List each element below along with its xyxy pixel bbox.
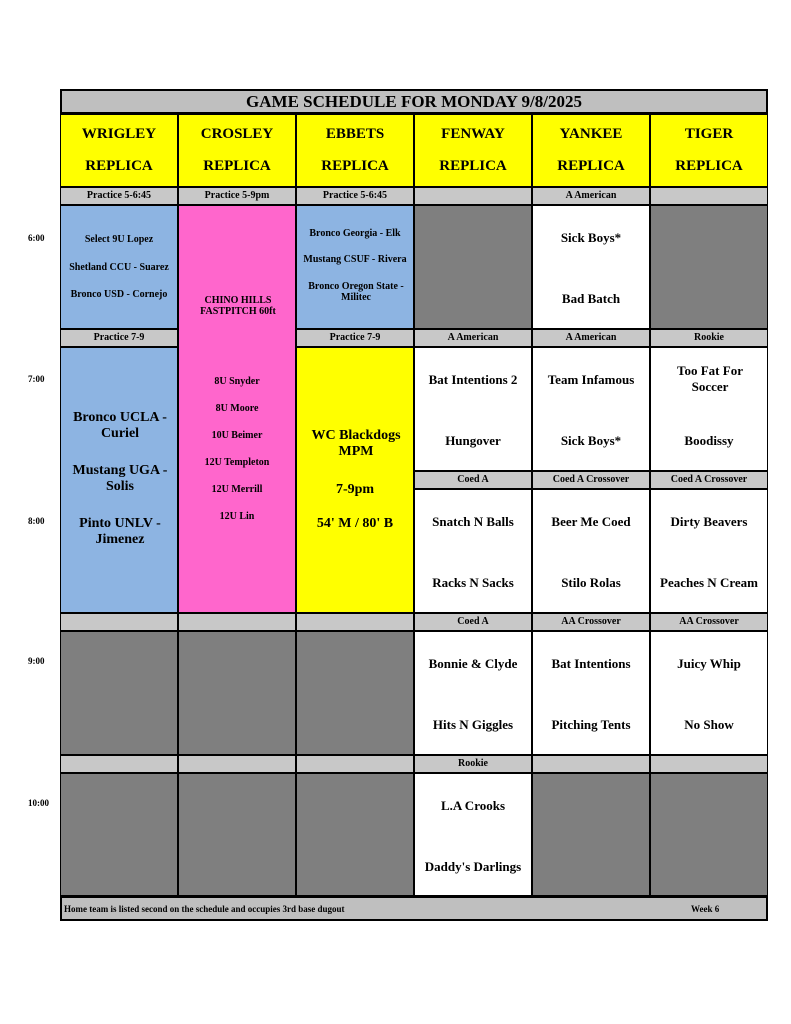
empty-slot xyxy=(178,631,296,755)
time-label: 9:00 xyxy=(28,656,45,666)
slot-label xyxy=(296,613,414,631)
home-team: Racks N Sacks xyxy=(432,575,514,590)
away-team: Bat Intentions 2 xyxy=(428,372,518,387)
field-header-ebbets xyxy=(296,114,414,187)
empty-slot xyxy=(60,631,178,755)
home-team: Pitching Tents xyxy=(551,717,631,732)
home-team: Hungover xyxy=(445,433,501,448)
home-team: No Show xyxy=(684,717,734,732)
away-team: Dirty Beavers xyxy=(670,514,748,529)
slot-label: A American xyxy=(532,329,650,347)
away-team: L.A Crooks xyxy=(440,798,506,813)
practice-team: 12U Templeton xyxy=(204,457,270,468)
practice-team: 8U Snyder xyxy=(214,376,260,387)
practice-team: 10U Beimer xyxy=(211,430,263,441)
empty-slot xyxy=(296,631,414,755)
schedule-title: GAME SCHEDULE FOR MONDAY 9/8/2025 xyxy=(60,89,768,114)
home-team: Hits N Giggles xyxy=(432,717,514,732)
away-team: Too Fat For Soccer xyxy=(677,363,743,394)
game-slot xyxy=(414,489,532,613)
game-slot xyxy=(414,631,532,755)
slot-label: AA Crossover xyxy=(650,613,768,631)
slot-label: Coed A xyxy=(414,471,532,489)
game-slot xyxy=(532,489,650,613)
time-label: 8:00 xyxy=(28,516,45,526)
field-sub: REPLICA xyxy=(85,157,153,174)
empty-slot xyxy=(296,773,414,896)
practice-org: CHINO HILLS FASTPITCH 60ft xyxy=(200,295,276,317)
away-team: Bat Intentions xyxy=(551,656,631,671)
practice-team: Shetland CCU - Suarez xyxy=(69,262,169,273)
game-slot xyxy=(532,205,650,329)
game-slot xyxy=(650,347,768,471)
slot-label: Practice 5-6:45 xyxy=(60,187,178,205)
slot-label: Practice 5-9pm xyxy=(178,187,296,205)
practice-team: Bronco Oregon State - Militec xyxy=(308,281,404,303)
practice-team: Bronco UCLA - Curiel xyxy=(73,410,167,441)
field-name: CROSLEY xyxy=(200,126,274,143)
away-team: Bonnie & Clyde xyxy=(428,656,518,671)
slot-label xyxy=(60,755,178,773)
slot-label: A American xyxy=(532,187,650,205)
game-slot xyxy=(532,631,650,755)
slot-label xyxy=(178,613,296,631)
field-name: EBBETS xyxy=(325,126,385,143)
practice-team: Select 9U Lopez xyxy=(84,234,154,245)
practice-time: 7-9pm xyxy=(335,482,375,497)
slot-label: Coed A xyxy=(414,613,532,631)
slot-label xyxy=(296,755,414,773)
empty-slot xyxy=(414,205,532,329)
home-team: Stilo Rolas xyxy=(561,575,621,590)
away-team: Snatch N Balls xyxy=(432,514,514,529)
slot-label: Coed A Crossover xyxy=(532,471,650,489)
practice-block-wrigley-2 xyxy=(60,347,178,613)
game-slot xyxy=(414,773,532,896)
time-label: 7:00 xyxy=(28,374,45,384)
slot-label: Rookie xyxy=(414,755,532,773)
practice-team: Bronco USD - Cornejo xyxy=(70,289,168,300)
empty-slot xyxy=(178,773,296,896)
slot-label: Coed A Crossover xyxy=(650,471,768,489)
field-header-tiger xyxy=(650,114,768,187)
practice-block-ebbets-2 xyxy=(296,347,414,613)
practice-team: 12U Lin xyxy=(219,511,255,522)
practice-team: 8U Moore xyxy=(215,403,259,414)
game-slot xyxy=(414,347,532,471)
practice-team: 12U Merrill xyxy=(211,484,263,495)
empty-slot xyxy=(650,205,768,329)
game-slot xyxy=(532,347,650,471)
schedule-footer xyxy=(60,896,768,921)
slot-label: Rookie xyxy=(650,329,768,347)
slot-label xyxy=(650,755,768,773)
slot-label xyxy=(414,187,532,205)
field-name: TIGER xyxy=(684,126,734,143)
practice-block-ebbets-1 xyxy=(296,205,414,329)
practice-team: Bronco Georgia - Elk xyxy=(309,228,401,239)
away-team: Sick Boys* xyxy=(560,230,622,245)
practice-block-wrigley-1 xyxy=(60,205,178,329)
field-sub: REPLICA xyxy=(203,157,271,174)
away-team: Beer Me Coed xyxy=(551,514,631,529)
practice-team: WC Blackdogs MPM xyxy=(311,428,401,459)
slot-label xyxy=(178,755,296,773)
home-team: Bad Batch xyxy=(561,291,621,306)
field-name: YANKEE xyxy=(559,126,623,143)
field-sub: REPLICA xyxy=(557,157,625,174)
field-sub: REPLICA xyxy=(675,157,743,174)
slot-label: A American xyxy=(414,329,532,347)
footer-note: Home team is listed second on the schedule and occupies 3rd base dugout xyxy=(64,904,345,914)
slot-label xyxy=(60,613,178,631)
field-header-crosley xyxy=(178,114,296,187)
field-header-fenway xyxy=(414,114,532,187)
away-team: Team Infamous xyxy=(547,372,635,387)
practice-block-crosley xyxy=(178,205,296,613)
time-label: 10:00 xyxy=(28,798,49,808)
field-sub: REPLICA xyxy=(439,157,507,174)
field-header-wrigley xyxy=(60,114,178,187)
empty-slot xyxy=(60,773,178,896)
field-header-yankee xyxy=(532,114,650,187)
home-team: Sick Boys* xyxy=(560,433,622,448)
field-name: WRIGLEY xyxy=(81,126,157,143)
slot-label: Practice 5-6:45 xyxy=(296,187,414,205)
empty-slot xyxy=(532,773,650,896)
practice-team: Mustang CSUF - Rivera xyxy=(303,254,407,265)
slot-label xyxy=(650,187,768,205)
away-team: Juicy Whip xyxy=(677,656,741,671)
empty-slot xyxy=(650,773,768,896)
slot-label xyxy=(532,755,650,773)
week-label: Week 6 xyxy=(691,904,720,914)
practice-fields: 54' M / 80' B xyxy=(316,516,394,531)
game-slot xyxy=(650,631,768,755)
slot-label: Practice 7-9 xyxy=(296,329,414,347)
game-slot xyxy=(650,489,768,613)
field-name: FENWAY xyxy=(441,126,505,143)
home-team: Daddy's Darlings xyxy=(424,859,522,874)
home-team: Boodissy xyxy=(684,433,734,448)
home-team: Peaches N Cream xyxy=(660,575,758,590)
practice-team: Pinto UNLV - Jimenez xyxy=(79,516,161,547)
practice-team: Mustang UGA - Solis xyxy=(72,463,168,494)
time-label: 6:00 xyxy=(28,233,45,243)
slot-label: AA Crossover xyxy=(532,613,650,631)
field-sub: REPLICA xyxy=(321,157,389,174)
slot-label: Practice 7-9 xyxy=(60,329,178,347)
